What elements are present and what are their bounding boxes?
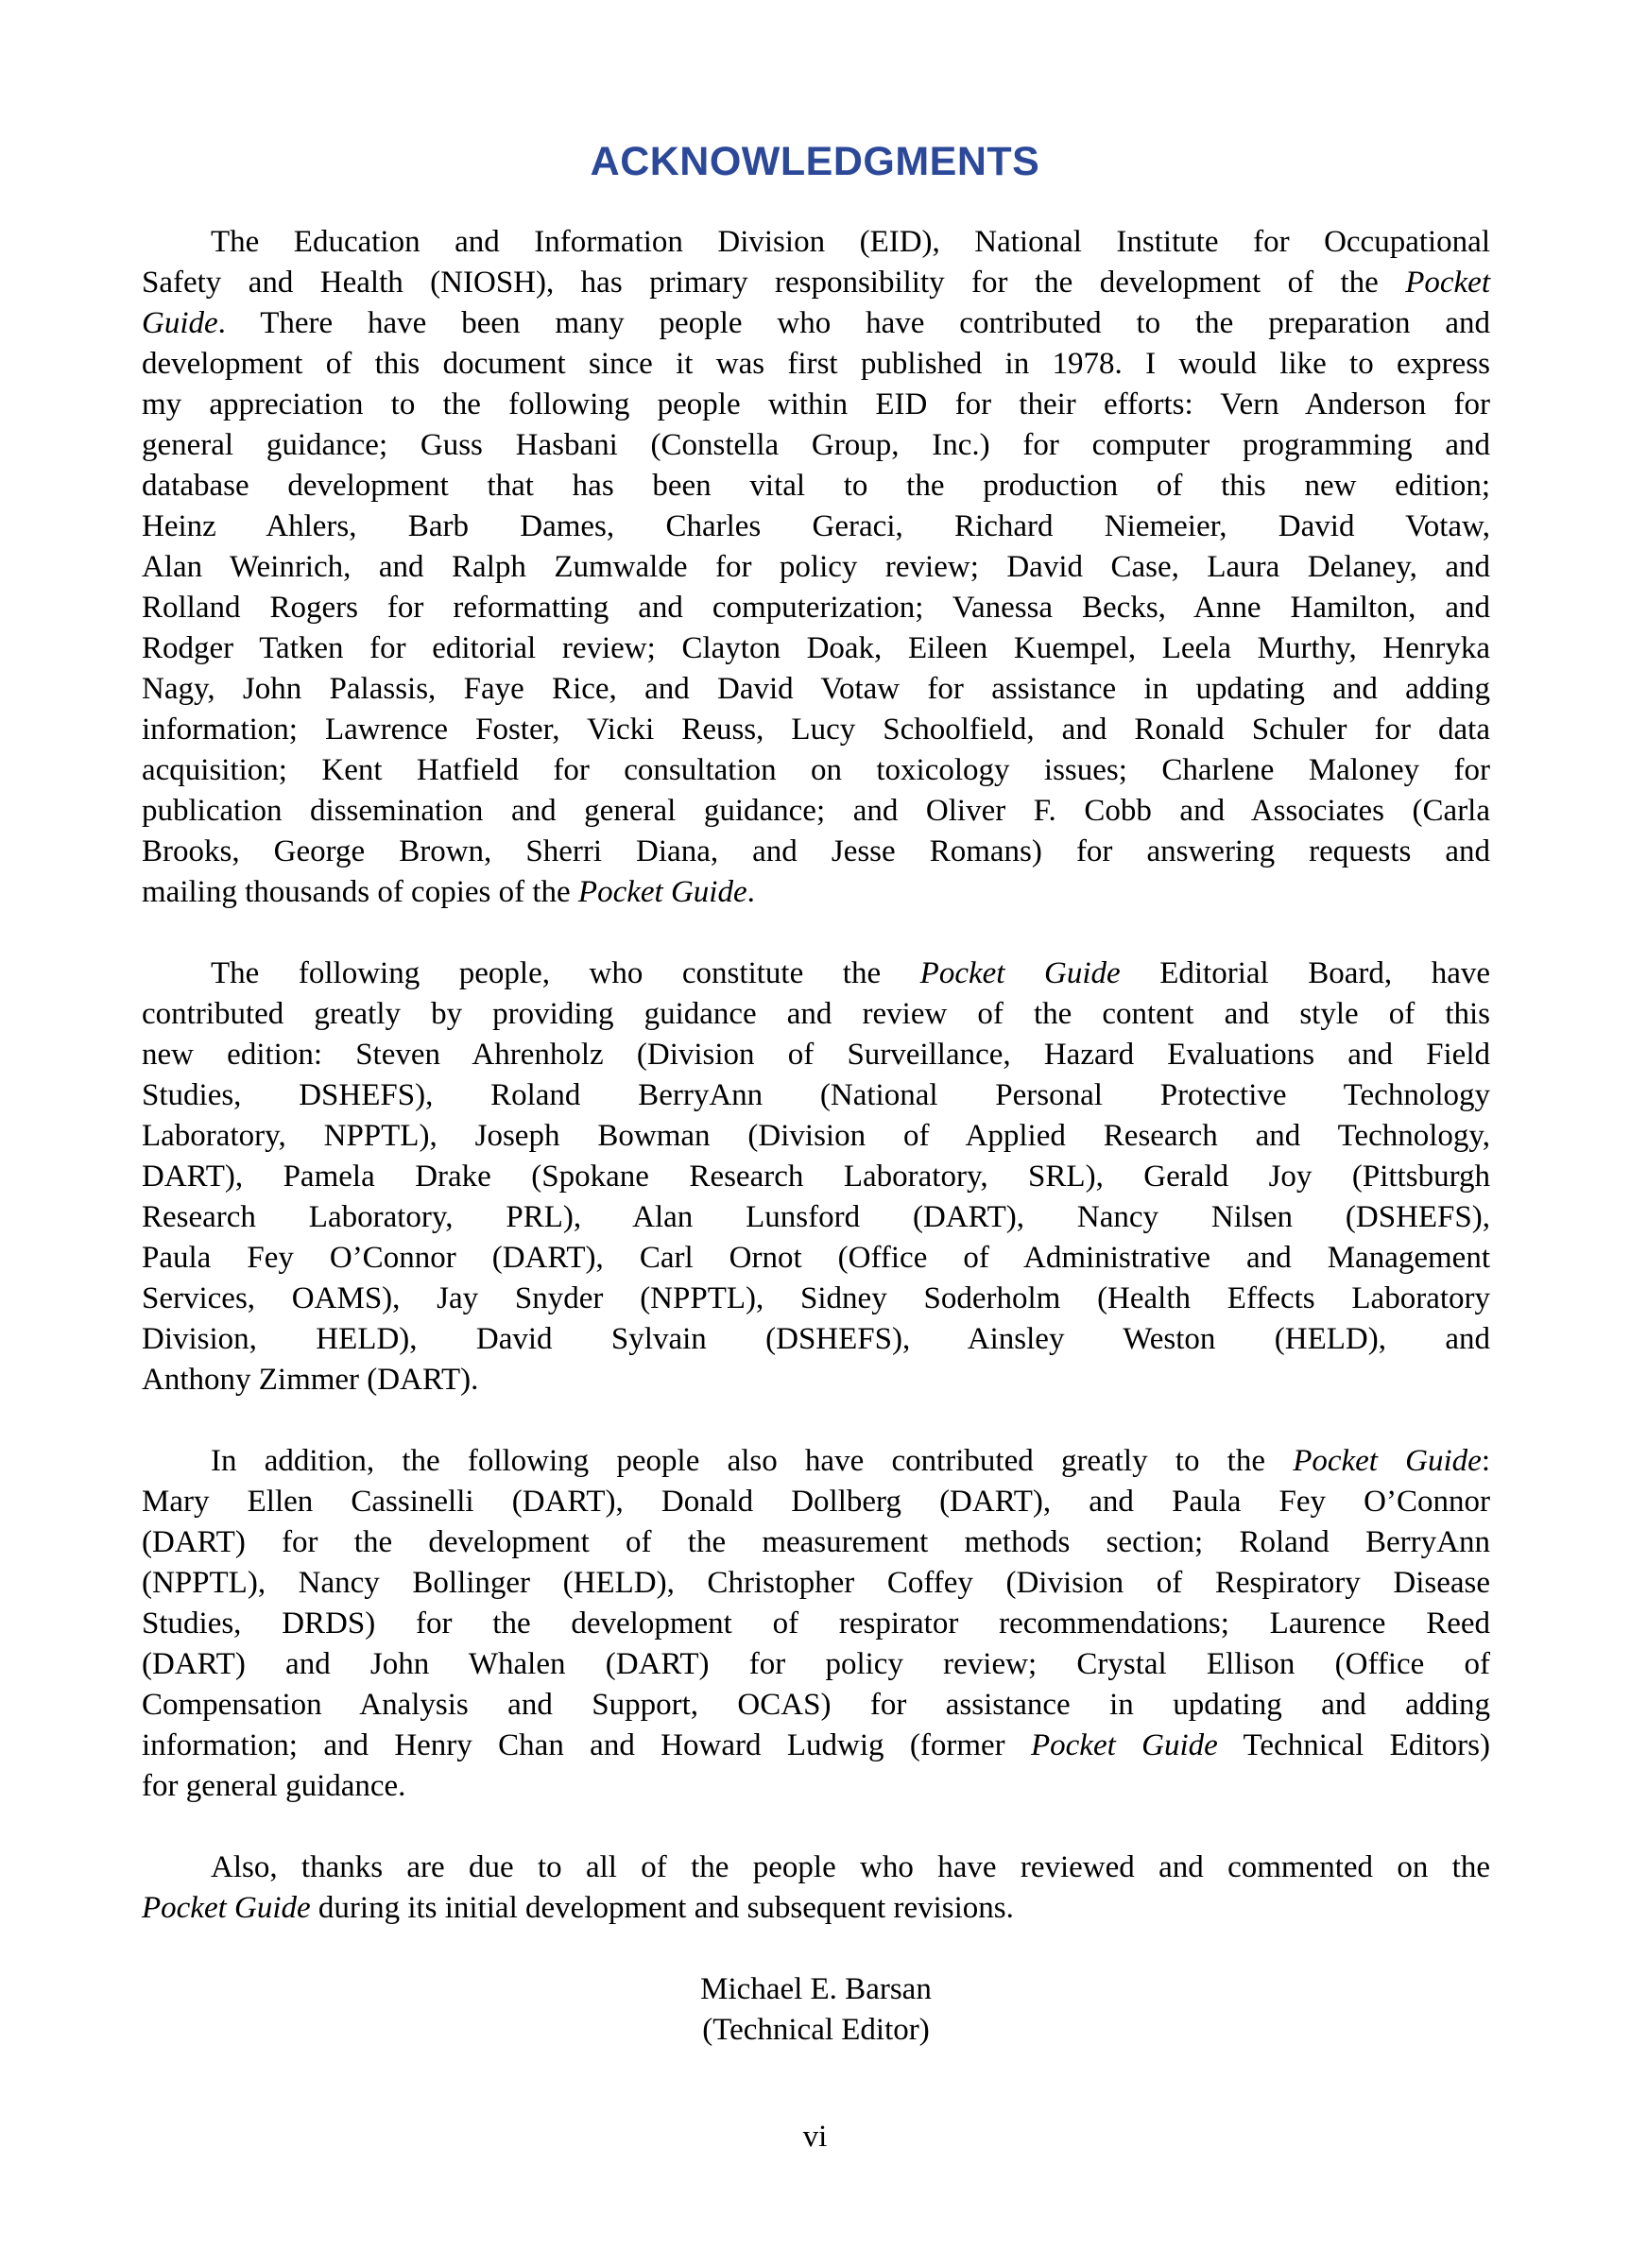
text-line: mailing thousands of copies of the Pocket Guide. xyxy=(142,875,755,909)
page-title: ACKNOWLEDGMENTS xyxy=(590,139,1040,184)
text-line: Compensation Analysis and Support, OCAS) for assistance in updating and adding xyxy=(142,1688,1490,1722)
italic-text: Pocket Guide xyxy=(577,875,747,909)
italic-text: Pocket xyxy=(1405,266,1490,300)
paragraph xyxy=(142,1441,1490,1807)
paragraphs-container xyxy=(142,222,1490,1929)
signature-role: (Technical Editor) xyxy=(702,2013,930,2047)
text-line: Research Laboratory, PRL), Alan Lunsford (DART), Nancy Nilsen (DSHEFS), xyxy=(142,1200,1490,1234)
text-line: Laboratory, NPPTL), Joseph Bowman (Division of Applied Research and Technology, xyxy=(142,1119,1490,1153)
text-line: (DART) and John Whalen (DART) for policy review; Crystal Ellison (Office of xyxy=(142,1647,1490,1681)
text-line: Guide. There have been many people who have contributed to the preparation and xyxy=(142,306,1490,340)
text-line: (DART) for the development of the measurement methods section; Roland BerryAnn xyxy=(142,1525,1490,1559)
text-line: general guidance; Guss Hasbani (Constella Group, Inc.) for computer programming and xyxy=(142,428,1490,462)
text-line: Also, thanks are due to all of the people who have reviewed and commented on the xyxy=(211,1850,1490,1884)
text-line: Anthony Zimmer (DART). xyxy=(142,1363,479,1397)
text-line: Rolland Rogers for reformatting and computerization; Vanessa Becks, Anne Hamilton, and xyxy=(142,591,1490,625)
italic-text: Pocket Guide xyxy=(919,956,1121,990)
text-line: Studies, DRDS) for the development of respirator recommendations; Laurence Reed xyxy=(142,1606,1490,1641)
signature-block xyxy=(142,1969,1490,2051)
paragraph xyxy=(142,954,1490,1400)
text-line: The following people, who constitute the Pocket Guide Editorial Board, have xyxy=(211,956,1490,990)
text-line: Pocket Guide during its initial development and subsequent revisions. xyxy=(142,1891,1014,1925)
page-number: vi xyxy=(802,2120,828,2154)
text-line: for general guidance. xyxy=(142,1769,406,1803)
text-line: acquisition; Kent Hatfield for consultation on toxicology issues; Charlene Maloney for xyxy=(142,753,1490,787)
signature-name: Michael E. Barsan xyxy=(700,1972,932,2006)
text-line: information; Lawrence Foster, Vicki Reuss, Lucy Schoolfield, and Ronald Schuler for data xyxy=(142,713,1490,747)
italic-text: Guide xyxy=(142,306,218,340)
text-line: Heinz Ahlers, Barb Dames, Charles Geraci, Richard Niemeier, David Votaw, xyxy=(142,509,1490,543)
text-line: Safety and Health (NIOSH), has primary responsibility for the development of the Pocket xyxy=(142,266,1490,300)
paragraph xyxy=(142,1847,1490,1929)
text-line: DART), Pamela Drake (Spokane Research Laboratory, SRL), Gerald Joy (Pittsburgh xyxy=(142,1160,1490,1194)
text-line: Services, OAMS), Jay Snyder (NPPTL), Sidney Soderholm (Health Effects Laboratory xyxy=(142,1281,1490,1315)
text-line: publication dissemination and general guidance; and Oliver F. Cobb and Associates (Carla xyxy=(142,794,1490,828)
text-line: new edition: Steven Ahrenholz (Division of Surveillance, Hazard Evaluations and Field xyxy=(142,1038,1490,1072)
text-line: Nagy, John Palassis, Faye Rice, and David Votaw for assistance in updating and adding xyxy=(142,672,1490,706)
text-line: In addition, the following people also have contributed greatly to the Pocket Guide: xyxy=(211,1444,1491,1478)
text-line: Rodger Tatken for editorial review; Clayton Doak, Eileen Kuempel, Leela Murthy, Henryka xyxy=(142,631,1490,665)
paragraph xyxy=(142,222,1490,913)
text-line: database development that has been vital to the production of this new edition; xyxy=(142,469,1490,503)
text-line: Studies, DSHEFS), Roland BerryAnn (National Personal Protective Technology xyxy=(142,1078,1490,1112)
text-line: Mary Ellen Cassinelli (DART), Donald Dollberg (DART), and Paula Fey O’Connor xyxy=(142,1485,1490,1519)
text-line: Brooks, George Brown, Sherri Diana, and Jesse Romans) for answering requests and xyxy=(142,834,1490,868)
text-line: development of this document since it was first published in 1978. I would like to express xyxy=(142,347,1490,381)
text-line: contributed greatly by providing guidance and review of the content and style of this xyxy=(142,997,1490,1031)
text-line: my appreciation to the following people within EID for their efforts: Vern Anderson for xyxy=(142,387,1490,421)
text-line: information; and Henry Chan and Howard Ludwig (former Pocket Guide Technical Editors) xyxy=(142,1728,1490,1762)
text-line: Paula Fey O’Connor (DART), Carl Ornot (Office of Administrative and Management xyxy=(142,1241,1490,1275)
text-line: Alan Weinrich, and Ralph Zumwalde for policy review; David Case, Laura Delaney, and xyxy=(142,550,1490,584)
italic-text: Pocket Guide xyxy=(1031,1728,1218,1762)
italic-text: Pocket Guide xyxy=(1293,1444,1482,1478)
italic-text: Pocket Guide xyxy=(142,1891,311,1925)
page-body xyxy=(142,222,1490,2051)
text-line: Division, HELD), David Sylvain (DSHEFS), Ainsley Weston (HELD), and xyxy=(142,1322,1490,1356)
text-line: (NPPTL), Nancy Bollinger (HELD), Christopher Coffey (Division of Respiratory Disease xyxy=(142,1566,1490,1600)
text-line: The Education and Information Division (EID), National Institute for Occupational xyxy=(211,225,1490,259)
